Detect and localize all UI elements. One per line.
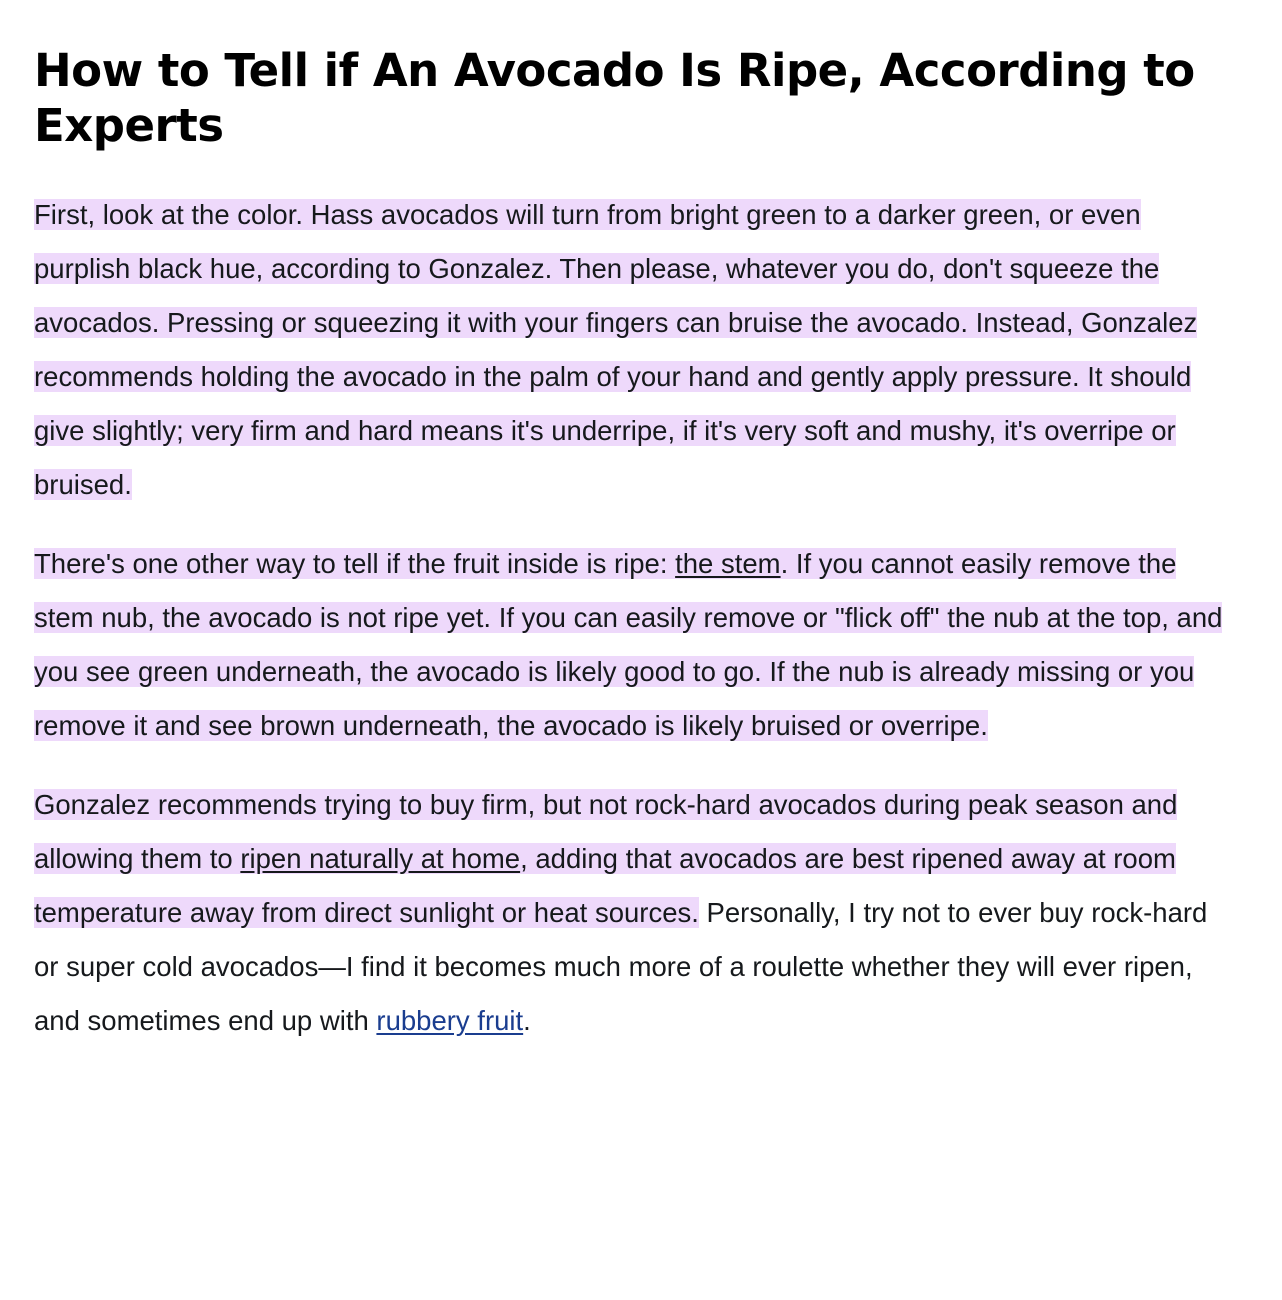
- paragraph-text: . If you cannot easily remove the stem nub, the avocado is not ripe yet. If you can easily remove or "flick off" the nub at the top, and you see green underneath, the avocado is likely good to go. If the nub is already missing or you remove it and see brown underneath, the avocado is likely bruised or overripe.: [34, 547, 1223, 741]
- paragraph-text: .: [523, 1004, 531, 1036]
- paragraph-text: There's one other way to tell if the fruit inside is ripe:: [34, 547, 676, 579]
- link-rubbery-fruit[interactable]: rubbery fruit: [376, 1004, 524, 1036]
- paragraph-text: Personally, I try not to ever buy rock-hard or super cold avocados—I find it becomes much more of a roulette whether they will ever ripen, and sometimes end up with: [34, 896, 1208, 1036]
- highlighted-text: First, look at the color. Hass avocados will turn from bright green to a darker green, or even purplish black hue, according to Gonzalez. Then please, whatever you do, don't squeeze the avocados. Pressing or squeezing it with your fingers can bruise the avocado. Instead, Gonzalez recommends holding the avocado in the palm of your hand and gently apply pressure. It should give slightly; very firm and hard means it's underripe, if it's very soft and mushy, it's overripe or bruised.: [34, 198, 1198, 500]
- article-paragraph-2: [34, 537, 1236, 753]
- link-the-stem[interactable]: the stem: [675, 547, 781, 579]
- article-paragraph-3: [34, 778, 1236, 1048]
- paragraph-text: , adding that avocados are best ripened away at room temperature away from direct sunlight or heat sources.: [34, 842, 1176, 928]
- paragraph-text: Gonzalez recommends trying to buy firm, but not rock-hard avocados during peak season and allowing them to: [34, 788, 1178, 874]
- page-title: How to Tell if An Avocado Is Ripe, According to Experts: [34, 44, 1195, 152]
- article-paragraph-1: [34, 188, 1236, 512]
- link-ripen-naturally-at-home[interactable]: ripen naturally at home: [240, 842, 521, 874]
- highlighted-text: [34, 548, 1222, 741]
